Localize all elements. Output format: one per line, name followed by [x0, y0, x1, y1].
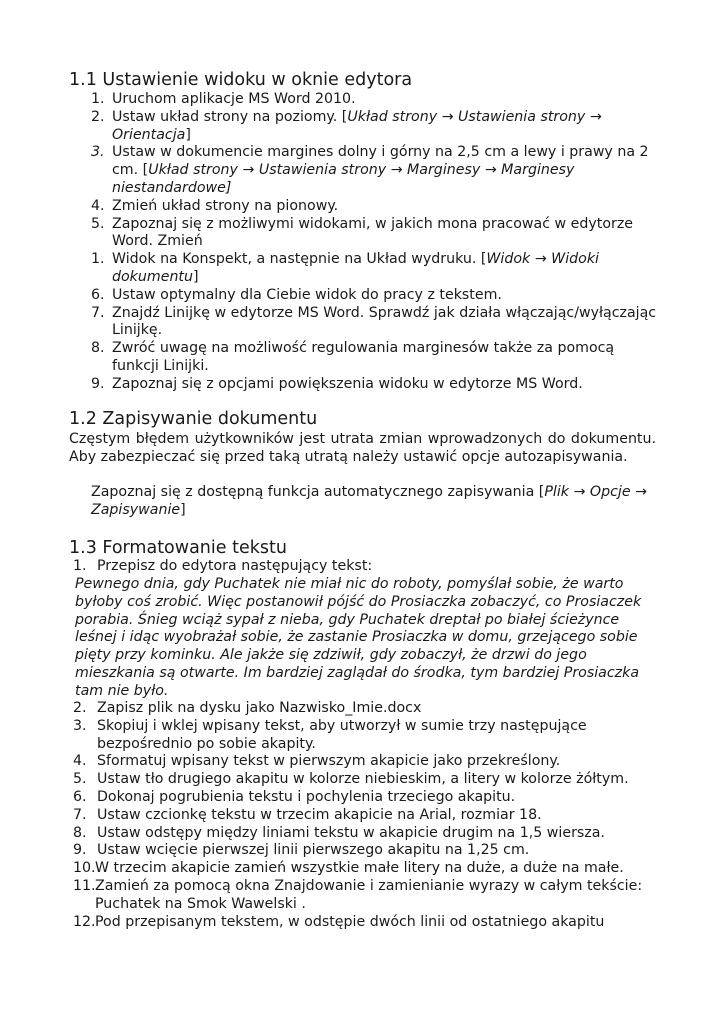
list-item: 2. Ustaw układ strony na poziomy. [Układ strony → Ustawienia strony → Orientacja] — [91, 108, 602, 143]
section-1-2-instruction: Zapoznaj się z dostępną funkcja automatycznego zapisywania [Plik → Opcje → Zapisywanie] — [91, 484, 647, 518]
list-item: 1. Uruchom aplikacje MS Word 2010. — [91, 91, 356, 107]
list-item: 5. Ustaw tło drugiego akapitu w kolorze niebieskim, a litery w kolorze żółtym. — [73, 771, 629, 788]
list-item: 10. W trzecim akapicie zamień wszystkie małe litery na duże, a duże na małe. — [73, 860, 624, 877]
list-item: 8. Zwróć uwagę na możliwość regulowania marginesów także za pomocą funkcji Linijki. — [91, 340, 615, 374]
section-heading-1-3: 1.3 Formatowanie tekstu — [69, 538, 287, 558]
section-1-3-first-item — [69, 558, 659, 576]
section-1-2-paragraph: Częstym błędem użytkowników jest utrata zmian wprowadzonych do dokumentu. Aby zabezpieczać się przed taką utratą należy ustawić opcje autozapisywania. — [69, 431, 656, 465]
list-item: 7. Znajdź Linijkę w edytorze MS Word. Sprawdź jak działa włączając/wyłączając Linijkę. — [91, 304, 657, 339]
list-item: 6. Dokonaj pogrubienia tekstu i pochylenia trzeciego akapitu. — [73, 788, 516, 805]
list-item: 12. Pod przepisanym tekstem, w odstępie dwóch linii od ostatniego akapitu — [73, 913, 605, 930]
list-item: 4. Sformatuj wpisany tekst w pierwszym akapicie jako przekreślony. — [73, 753, 561, 770]
list-item: 6. Ustaw optymalny dla Ciebie widok do pracy z tekstem. — [91, 286, 502, 303]
list-item: 3. Skopiuj i wklej wpisany tekst, aby utworzył w sumie trzy następujące bezpośrednio po sobie akapity. — [73, 717, 587, 752]
list-item: 9. Zapoznaj się z opcjami powiększenia widoku w edytorze MS Word. — [91, 375, 583, 392]
list-item: 1. Widok na Konspekt, a następnie na Układ wydruku. [Widok → Widoki dokumentu] — [91, 251, 599, 285]
list-item: 3. Ustaw w dokumencie margines dolny i górny na 2,5 cm a lewy i prawy na 2 cm. [Układ strony → Ustawienia strony → Marginesy → Marginesy niestandardowe] — [91, 144, 649, 196]
list-item: 7. Ustaw czcionkę tekstu w trzecim akapicie na Arial, rozmiar 18. — [73, 806, 542, 823]
list-item: 4. Zmień układ strony na pionowy. — [91, 197, 339, 214]
list-item: 1. Przepisz do edytora następujący tekst: — [73, 558, 373, 574]
list-item: 9. Ustaw wcięcie pierwszej linii pierwszego akapitu na 1,25 cm. — [73, 842, 530, 859]
list-item: 2. Zapisz plik na dysku jako Nazwisko_Imie.docx — [73, 700, 422, 716]
section-heading-1-2: 1.2 Zapisywanie dokumentu — [69, 409, 318, 429]
list-item: 5. Zapoznaj się z możliwymi widokami, w jakich mona pracować w edytorze Word. Zmień — [91, 215, 634, 250]
section-heading-1-1: 1.1 Ustawienie widoku w oknie edytora — [69, 70, 413, 90]
section-1-3-list — [69, 700, 659, 931]
section-1-1-list — [69, 91, 659, 394]
list-item: 8. Ustaw odstępy między liniami tekstu w akapicie drugim na 1,5 wiersza. — [73, 824, 605, 841]
list-item: 11. Zamień za pomocą okna Znajdowanie i zamienianie wyrazy w całym tekście: Puchatek na Smok Wawelski . — [73, 877, 643, 912]
quoted-text: Pewnego dnia, gdy Puchatek nie miał nic do roboty, pomyślał sobie, że warto byłoby coś zrobić. Więc postanowił pójść do Prosiaczka zobaczyć, co Prosiaczek porabia. Śnieg wciąż sypał z nieba, gdy Puchatek dreptał po białej ścieżynce leśnej i idąc wyobrażał sobie, że zastanie Prosiaczka w domu, grzejącego sobie pięty przy kominku. Ale jakże się zdziwił, gdy zobaczył, że drzwi do jego mieszkania są otwarte. Im bardziej zaglądał do środka, tym bardziej Prosiaczka tam nie było. — [75, 576, 642, 699]
